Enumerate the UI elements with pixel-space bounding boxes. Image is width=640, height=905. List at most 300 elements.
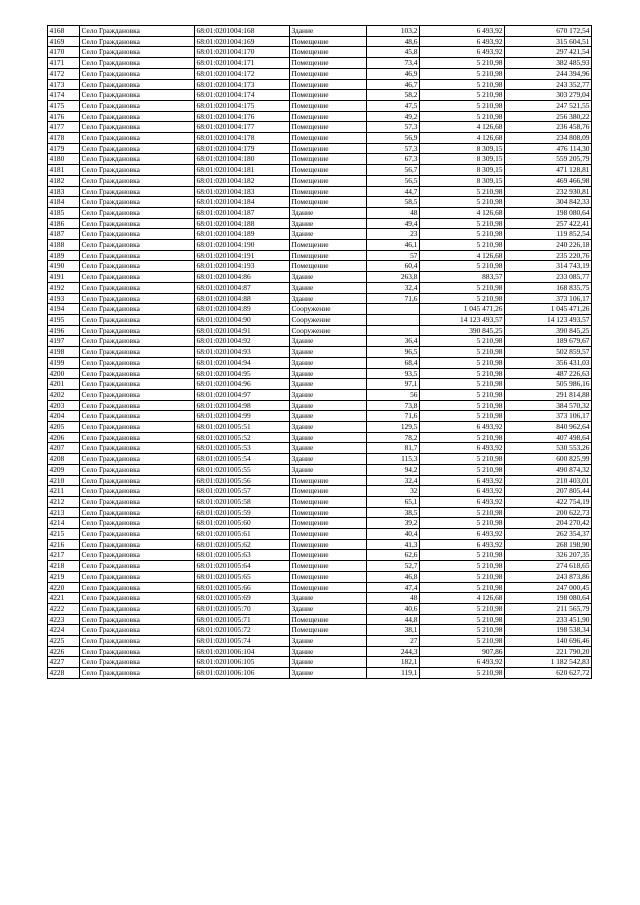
locality-cell: Село Граждановка <box>80 100 195 111</box>
table-row <box>48 79 592 90</box>
area-cell: 129,5 <box>367 422 420 433</box>
row-number-cell: 4226 <box>48 646 80 657</box>
cadastral-value-cell: 487 226,63 <box>505 368 592 379</box>
cadastral-number-cell: 68:01:0201005:60 <box>195 518 290 529</box>
cadastral-number-cell: 68:01:0201004:92 <box>195 336 290 347</box>
object-type-cell: Помещение <box>290 486 367 497</box>
area-cell <box>367 325 420 336</box>
unit-value-cell: 5 210,98 <box>420 186 505 197</box>
cadastral-value-cell: 620 627,72 <box>505 668 592 679</box>
area-cell: 68,4 <box>367 357 420 368</box>
cadastral-number-cell: 68:01:0201006:106 <box>195 668 290 679</box>
locality-cell: Село Граждановка <box>80 186 195 197</box>
area-cell: 115,3 <box>367 454 420 465</box>
unit-value-cell: 5 210,98 <box>420 432 505 443</box>
row-number-cell: 4214 <box>48 518 80 529</box>
cadastral-value-cell: 373 106,17 <box>505 293 592 304</box>
locality-cell: Село Граждановка <box>80 261 195 272</box>
row-number-cell: 4200 <box>48 368 80 379</box>
object-type-cell: Помещение <box>290 143 367 154</box>
locality-cell: Село Граждановка <box>80 36 195 47</box>
cadastral-value-cell: 189 679,67 <box>505 336 592 347</box>
cadastral-number-cell: 68:01:0201004:86 <box>195 272 290 283</box>
cadastral-number-cell: 68:01:0201004:89 <box>195 304 290 315</box>
area-cell: 45,8 <box>367 47 420 58</box>
row-number-cell: 4222 <box>48 603 80 614</box>
locality-cell: Село Граждановка <box>80 240 195 251</box>
cadastral-number-cell: 68:01:0201004:88 <box>195 293 290 304</box>
area-cell: 57,3 <box>367 143 420 154</box>
cadastral-value-cell: 356 431,03 <box>505 357 592 368</box>
unit-value-cell: 5 210,98 <box>420 79 505 90</box>
cadastral-value-cell: 168 835,75 <box>505 282 592 293</box>
cadastral-value-cell: 505 986,16 <box>505 379 592 390</box>
table-row <box>48 197 592 208</box>
table-row <box>48 261 592 272</box>
unit-value-cell: 8 309,15 <box>420 165 505 176</box>
cadastral-number-cell: 68:01:0201004:181 <box>195 165 290 176</box>
table-row <box>48 229 592 240</box>
unit-value-cell: 6 493,92 <box>420 496 505 507</box>
object-type-cell: Здание <box>290 668 367 679</box>
area-cell: 78,2 <box>367 432 420 443</box>
area-cell: 94,2 <box>367 464 420 475</box>
cadastral-number-cell: 68:01:0201004:168 <box>195 26 290 37</box>
area-cell: 32,4 <box>367 475 420 486</box>
locality-cell: Село Граждановка <box>80 218 195 229</box>
cadastral-value-cell: 204 270,42 <box>505 518 592 529</box>
area-cell: 48 <box>367 207 420 218</box>
row-number-cell: 4196 <box>48 325 80 336</box>
object-type-cell: Помещение <box>290 614 367 625</box>
table-row <box>48 26 592 37</box>
object-type-cell: Здание <box>290 26 367 37</box>
object-type-cell: Помещение <box>290 197 367 208</box>
row-number-cell: 4218 <box>48 561 80 572</box>
area-cell: 58,5 <box>367 197 420 208</box>
table-row <box>48 357 592 368</box>
row-number-cell: 4213 <box>48 507 80 518</box>
cadastral-number-cell: 68:01:0201004:97 <box>195 389 290 400</box>
area-cell: 44,7 <box>367 186 420 197</box>
cadastral-value-cell: 234 808,09 <box>505 133 592 144</box>
unit-value-cell: 4 126,68 <box>420 250 505 261</box>
unit-value-cell: 5 210,98 <box>420 293 505 304</box>
cadastral-number-cell: 68:01:0201004:91 <box>195 325 290 336</box>
area-cell: 52,7 <box>367 561 420 572</box>
locality-cell: Село Граждановка <box>80 668 195 679</box>
table-row <box>48 165 592 176</box>
table-row <box>48 36 592 47</box>
locality-cell: Село Граждановка <box>80 357 195 368</box>
unit-value-cell: 5 210,98 <box>420 507 505 518</box>
table-row <box>48 58 592 69</box>
cadastral-value-cell: 326 207,35 <box>505 550 592 561</box>
locality-cell: Село Граждановка <box>80 143 195 154</box>
row-number-cell: 4178 <box>48 133 80 144</box>
area-cell: 40,4 <box>367 529 420 540</box>
table-row <box>48 657 592 668</box>
row-number-cell: 4173 <box>48 79 80 90</box>
table-row <box>48 486 592 497</box>
row-number-cell: 4203 <box>48 400 80 411</box>
cadastral-number-cell: 68:01:0201004:94 <box>195 357 290 368</box>
object-type-cell: Помещение <box>290 475 367 486</box>
row-number-cell: 4188 <box>48 240 80 251</box>
table-row <box>48 240 592 251</box>
cadastral-value-cell: 257 422,41 <box>505 218 592 229</box>
table-row <box>48 518 592 529</box>
unit-value-cell: 5 210,98 <box>420 261 505 272</box>
area-cell: 60,4 <box>367 261 420 272</box>
table-row <box>48 625 592 636</box>
cadastral-value-cell: 244 394,96 <box>505 68 592 79</box>
cadastral-number-cell: 68:01:0201005:72 <box>195 625 290 636</box>
cadastral-number-cell: 68:01:0201004:171 <box>195 58 290 69</box>
object-type-cell: Здание <box>290 218 367 229</box>
row-number-cell: 4207 <box>48 443 80 454</box>
row-number-cell: 4189 <box>48 250 80 261</box>
cadastral-number-cell: 68:01:0201005:64 <box>195 561 290 572</box>
locality-cell: Село Граждановка <box>80 26 195 37</box>
cadastral-number-cell: 68:01:0201004:90 <box>195 314 290 325</box>
area-cell: 47,4 <box>367 582 420 593</box>
unit-value-cell: 5 210,98 <box>420 336 505 347</box>
cadastral-number-cell: 68:01:0201004:169 <box>195 36 290 47</box>
cadastral-value-cell: 198 538,34 <box>505 625 592 636</box>
table-row <box>48 304 592 315</box>
table-row <box>48 379 592 390</box>
locality-cell: Село Граждановка <box>80 400 195 411</box>
table-row <box>48 282 592 293</box>
object-type-cell: Здание <box>290 593 367 604</box>
row-number-cell: 4179 <box>48 143 80 154</box>
area-cell: 36,4 <box>367 336 420 347</box>
object-type-cell: Сооружение <box>290 304 367 315</box>
row-number-cell: 4198 <box>48 347 80 358</box>
table-row <box>48 336 592 347</box>
object-type-cell: Здание <box>290 229 367 240</box>
row-number-cell: 4216 <box>48 539 80 550</box>
unit-value-cell: 390 845,25 <box>420 325 505 336</box>
locality-cell: Село Граждановка <box>80 411 195 422</box>
cadastral-value-cell: 256 380,22 <box>505 111 592 122</box>
cadastral-number-cell: 68:01:0201004:93 <box>195 347 290 358</box>
object-type-cell: Здание <box>290 464 367 475</box>
cadastral-number-cell: 68:01:0201005:55 <box>195 464 290 475</box>
area-cell: 56,9 <box>367 133 420 144</box>
locality-cell: Село Граждановка <box>80 443 195 454</box>
table-row <box>48 571 592 582</box>
table-row <box>48 143 592 154</box>
cadastral-number-cell: 68:01:0201005:61 <box>195 529 290 540</box>
object-type-cell: Здание <box>290 432 367 443</box>
row-number-cell: 4171 <box>48 58 80 69</box>
cadastral-value-cell: 476 114,30 <box>505 143 592 154</box>
area-cell: 58,2 <box>367 90 420 101</box>
cadastral-number-cell: 68:01:0201004:173 <box>195 79 290 90</box>
locality-cell: Село Граждановка <box>80 561 195 572</box>
unit-value-cell: 8 309,15 <box>420 175 505 186</box>
locality-cell: Село Граждановка <box>80 90 195 101</box>
unit-value-cell: 883,57 <box>420 272 505 283</box>
object-type-cell: Сооружение <box>290 314 367 325</box>
row-number-cell: 4220 <box>48 582 80 593</box>
object-type-cell: Здание <box>290 443 367 454</box>
unit-value-cell: 5 210,98 <box>420 347 505 358</box>
object-type-cell: Здание <box>290 347 367 358</box>
cadastral-number-cell: 68:01:0201004:184 <box>195 197 290 208</box>
cadastral-number-cell: 68:01:0201004:183 <box>195 186 290 197</box>
locality-cell: Село Граждановка <box>80 454 195 465</box>
cadastral-value-cell: 240 226,18 <box>505 240 592 251</box>
table-row <box>48 422 592 433</box>
locality-cell: Село Граждановка <box>80 325 195 336</box>
unit-value-cell: 5 210,98 <box>420 636 505 647</box>
unit-value-cell: 6 493,92 <box>420 47 505 58</box>
cadastral-value-cell: 600 825,99 <box>505 454 592 465</box>
object-type-cell: Помещение <box>290 90 367 101</box>
locality-cell: Село Граждановка <box>80 432 195 443</box>
table-row <box>48 636 592 647</box>
table-row <box>48 411 592 422</box>
area-cell: 38,5 <box>367 507 420 518</box>
table-row <box>48 668 592 679</box>
area-cell: 62,6 <box>367 550 420 561</box>
locality-cell: Село Граждановка <box>80 389 195 400</box>
locality-cell: Село Граждановка <box>80 154 195 165</box>
table-row <box>48 90 592 101</box>
row-number-cell: 4227 <box>48 657 80 668</box>
unit-value-cell: 5 210,98 <box>420 614 505 625</box>
row-number-cell: 4225 <box>48 636 80 647</box>
locality-cell: Село Граждановка <box>80 529 195 540</box>
cadastral-value-cell: 233 085,77 <box>505 272 592 283</box>
object-type-cell: Помещение <box>290 496 367 507</box>
cadastral-value-cell: 247 000,45 <box>505 582 592 593</box>
cadastral-number-cell: 68:01:0201005:52 <box>195 432 290 443</box>
object-type-cell: Здание <box>290 422 367 433</box>
cadastral-number-cell: 68:01:0201005:51 <box>195 422 290 433</box>
locality-cell: Село Граждановка <box>80 282 195 293</box>
object-type-cell: Помещение <box>290 529 367 540</box>
object-type-cell: Здание <box>290 389 367 400</box>
cadastral-number-cell: 68:01:0201004:189 <box>195 229 290 240</box>
unit-value-cell: 5 210,98 <box>420 550 505 561</box>
cadastral-number-cell: 68:01:0201005:65 <box>195 571 290 582</box>
unit-value-cell: 5 210,98 <box>420 240 505 251</box>
cadastral-value-cell: 221 790,20 <box>505 646 592 657</box>
object-type-cell: Помещение <box>290 261 367 272</box>
cadastral-value-cell: 210 403,01 <box>505 475 592 486</box>
cadastral-number-cell: 68:01:0201004:95 <box>195 368 290 379</box>
table-body <box>48 26 592 679</box>
row-number-cell: 4185 <box>48 207 80 218</box>
cadastral-value-cell: 840 962,64 <box>505 422 592 433</box>
unit-value-cell: 5 210,98 <box>420 389 505 400</box>
table-row <box>48 272 592 283</box>
area-cell: 182,1 <box>367 657 420 668</box>
unit-value-cell: 5 210,98 <box>420 518 505 529</box>
area-cell: 46,1 <box>367 240 420 251</box>
unit-value-cell: 1 045 471,26 <box>420 304 505 315</box>
locality-cell: Село Граждановка <box>80 304 195 315</box>
object-type-cell: Помещение <box>290 47 367 58</box>
cadastral-value-cell: 232 930,81 <box>505 186 592 197</box>
cadastral-number-cell: 68:01:0201004:99 <box>195 411 290 422</box>
area-cell: 46,9 <box>367 68 420 79</box>
cadastral-number-cell: 68:01:0201005:58 <box>195 496 290 507</box>
cadastral-value-cell: 422 754,19 <box>505 496 592 507</box>
object-type-cell: Сооружение <box>290 325 367 336</box>
row-number-cell: 4186 <box>48 218 80 229</box>
table-row <box>48 475 592 486</box>
table-row <box>48 368 592 379</box>
cadastral-value-cell: 119 852,54 <box>505 229 592 240</box>
row-number-cell: 4192 <box>48 282 80 293</box>
area-cell: 41,3 <box>367 539 420 550</box>
table-row <box>48 443 592 454</box>
cadastral-number-cell: 68:01:0201005:71 <box>195 614 290 625</box>
area-cell: 244,3 <box>367 646 420 657</box>
table-row <box>48 68 592 79</box>
row-number-cell: 4212 <box>48 496 80 507</box>
cadastral-number-cell: 68:01:0201005:63 <box>195 550 290 561</box>
area-cell: 57,3 <box>367 122 420 133</box>
area-cell: 46,8 <box>367 571 420 582</box>
table-row <box>48 154 592 165</box>
table-row <box>48 314 592 325</box>
area-cell: 81,7 <box>367 443 420 454</box>
cadastral-value-cell: 140 696,46 <box>505 636 592 647</box>
table-row <box>48 100 592 111</box>
row-number-cell: 4217 <box>48 550 80 561</box>
row-number-cell: 4221 <box>48 593 80 604</box>
unit-value-cell: 4 126,68 <box>420 133 505 144</box>
row-number-cell: 4210 <box>48 475 80 486</box>
area-cell: 96,5 <box>367 347 420 358</box>
area-cell <box>367 314 420 325</box>
unit-value-cell: 5 210,98 <box>420 229 505 240</box>
object-type-cell: Помещение <box>290 165 367 176</box>
cadastral-number-cell: 68:01:0201004:180 <box>195 154 290 165</box>
cadastral-value-cell: 382 485,93 <box>505 58 592 69</box>
table-row <box>48 539 592 550</box>
object-type-cell: Помещение <box>290 550 367 561</box>
locality-cell: Село Граждановка <box>80 571 195 582</box>
table-row <box>48 389 592 400</box>
table-row <box>48 614 592 625</box>
row-number-cell: 4208 <box>48 454 80 465</box>
unit-value-cell: 8 309,15 <box>420 143 505 154</box>
cadastral-number-cell: 68:01:0201004:98 <box>195 400 290 411</box>
area-cell: 65,1 <box>367 496 420 507</box>
cadastral-number-cell: 68:01:0201005:54 <box>195 454 290 465</box>
cadastral-number-cell: 68:01:0201006:105 <box>195 657 290 668</box>
object-type-cell: Помещение <box>290 79 367 90</box>
locality-cell: Село Граждановка <box>80 625 195 636</box>
object-type-cell: Помещение <box>290 175 367 186</box>
table-row <box>48 111 592 122</box>
cadastral-value-cell: 198 080,64 <box>505 207 592 218</box>
object-type-cell: Помещение <box>290 625 367 636</box>
area-cell: 71,6 <box>367 411 420 422</box>
row-number-cell: 4215 <box>48 529 80 540</box>
table-row <box>48 593 592 604</box>
unit-value-cell: 5 210,98 <box>420 368 505 379</box>
area-cell: 47,5 <box>367 100 420 111</box>
cadastral-number-cell: 68:01:0201004:188 <box>195 218 290 229</box>
cadastral-number-cell: 68:01:0201005:66 <box>195 582 290 593</box>
cadastral-number-cell: 68:01:0201005:70 <box>195 603 290 614</box>
locality-cell: Село Граждановка <box>80 636 195 647</box>
cadastral-number-cell: 68:01:0201005:62 <box>195 539 290 550</box>
row-number-cell: 4205 <box>48 422 80 433</box>
cadastral-value-cell: 243 352,77 <box>505 79 592 90</box>
locality-cell: Село Граждановка <box>80 229 195 240</box>
object-type-cell: Здание <box>290 411 367 422</box>
cadastral-number-cell: 68:01:0201005:59 <box>195 507 290 518</box>
area-cell: 93,5 <box>367 368 420 379</box>
unit-value-cell: 5 210,98 <box>420 571 505 582</box>
row-number-cell: 4219 <box>48 571 80 582</box>
cadastral-value-cell: 304 842,33 <box>505 197 592 208</box>
locality-cell: Село Граждановка <box>80 518 195 529</box>
cadastral-value-cell: 207 805,44 <box>505 486 592 497</box>
locality-cell: Село Граждановка <box>80 272 195 283</box>
locality-cell: Село Граждановка <box>80 133 195 144</box>
row-number-cell: 4168 <box>48 26 80 37</box>
cadastral-number-cell: 68:01:0201004:87 <box>195 282 290 293</box>
table-row <box>48 561 592 572</box>
object-type-cell: Здание <box>290 272 367 283</box>
object-type-cell: Помещение <box>290 133 367 144</box>
area-cell: 23 <box>367 229 420 240</box>
locality-cell: Село Граждановка <box>80 336 195 347</box>
cadastral-value-cell: 235 220,76 <box>505 250 592 261</box>
table-row <box>48 646 592 657</box>
area-cell: 44,8 <box>367 614 420 625</box>
table-row <box>48 582 592 593</box>
locality-cell: Село Граждановка <box>80 464 195 475</box>
object-type-cell: Помещение <box>290 58 367 69</box>
cadastral-value-cell: 490 874,32 <box>505 464 592 475</box>
cadastral-number-cell: 68:01:0201004:190 <box>195 240 290 251</box>
table-row <box>48 122 592 133</box>
row-number-cell: 4194 <box>48 304 80 315</box>
cadastral-value-cell: 384 570,32 <box>505 400 592 411</box>
area-cell: 57 <box>367 250 420 261</box>
unit-value-cell: 8 309,15 <box>420 154 505 165</box>
cadastral-number-cell: 68:01:0201004:176 <box>195 111 290 122</box>
cadastral-number-cell: 68:01:0201004:178 <box>195 133 290 144</box>
cadastral-value-cell: 469 466,98 <box>505 175 592 186</box>
row-number-cell: 4223 <box>48 614 80 625</box>
locality-cell: Село Граждановка <box>80 550 195 561</box>
area-cell: 46,7 <box>367 79 420 90</box>
unit-value-cell: 6 493,92 <box>420 486 505 497</box>
locality-cell: Село Граждановка <box>80 422 195 433</box>
cadastral-number-cell: 68:01:0201004:175 <box>195 100 290 111</box>
cadastral-number-cell: 68:01:0201004:174 <box>195 90 290 101</box>
area-cell: 73,4 <box>367 58 420 69</box>
area-cell: 73,8 <box>367 400 420 411</box>
cadastral-value-cell: 373 106,17 <box>505 411 592 422</box>
locality-cell: Село Граждановка <box>80 475 195 486</box>
row-number-cell: 4199 <box>48 357 80 368</box>
cadastral-value-cell: 14 123 493,57 <box>505 314 592 325</box>
object-type-cell: Помещение <box>290 518 367 529</box>
